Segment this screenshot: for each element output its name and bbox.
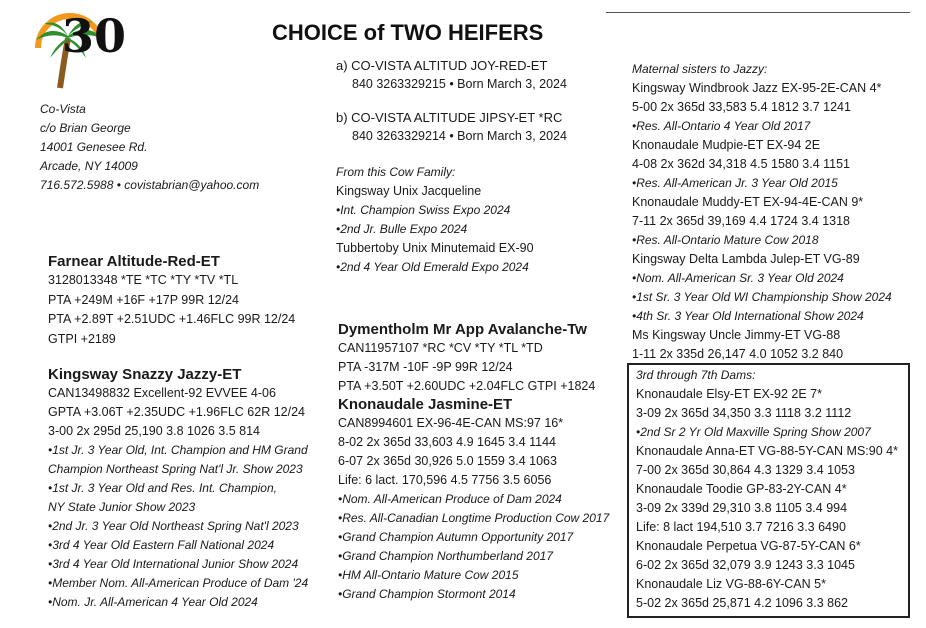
second-dam-line: 6-07 2x 365d 30,926 5.0 1559 3.4 1063 [338, 454, 557, 468]
dam-sire-line: CAN11957107 *RC *CV *TY *TL *TD [338, 341, 543, 355]
maternal-sister-line: 4-08 2x 362d 34,318 4.5 1580 3.4 1151 [632, 157, 851, 171]
dam-name: Kingsway Snazzy Jazzy-ET [48, 366, 242, 383]
dam-line: •Member Nom. All-American Produce of Dam '24 [48, 576, 309, 590]
dam-line: NY State Junior Show 2023 [48, 500, 196, 514]
second-dam-line: Life: 6 lact. 170,596 4.5 7756 3.5 6056 [338, 473, 552, 487]
dams-box-line: Knonaudale Perpetua VG-87-5Y-CAN 6* [636, 539, 861, 553]
maternal-sister-line: Kingsway Delta Lambda Julep-ET VG-89 [632, 252, 860, 266]
maternal-sister-line: •Nom. All-American Sr. 3 Year Old 2024 [632, 271, 844, 285]
second-dam-line: 8-02 2x 365d 33,603 4.9 1645 3.4 1144 [338, 435, 557, 449]
dam-line: GPTA +3.06T +2.35UDC +1.96FLC 62R 12/24 [48, 405, 305, 419]
dam-line: •1st Jr. 3 Year Old and Res. Int. Champion, [48, 481, 277, 495]
option-b-title: b) CO-VISTA ALTITUDE JIPSY-ET *RC [336, 110, 563, 125]
dam-line: •3rd 4 Year Old International Junior Show 2024 [48, 557, 299, 571]
second-dam-line: •HM All-Ontario Mature Cow 2015 [338, 568, 519, 582]
maternal-sister-line: Knonaudale Muddy-ET EX-94-4E-CAN 9* [632, 195, 864, 209]
cow-family-line: Tubbertoby Unix Minutemaid EX-90 [336, 241, 534, 255]
second-dam-line: •Grand Champion Autumn Opportunity 2017 [338, 530, 574, 544]
dam-line: •Nom. Jr. All-American 4 Year Old 2024 [48, 595, 258, 609]
dams-box-line: Knonaudale Toodie GP-83-2Y-CAN 4* [636, 482, 847, 496]
dam-line: •1st Jr. 3 Year Old, Int. Champion and HM Grand [48, 443, 308, 457]
consignor-street: 14001 Genesee Rd. [40, 140, 148, 154]
cow-family-line: •Int. Champion Swiss Expo 2024 [336, 203, 511, 217]
consignor-name: Co-Vista [40, 102, 86, 116]
dams-box-heading: 3rd through 7th Dams: [636, 368, 756, 382]
maternal-sister-line: •Res. All-American Jr. 3 Year Old 2015 [632, 176, 838, 190]
dam-line: •3rd 4 Year Old Eastern Fall National 2024 [48, 538, 275, 552]
second-dam-name: Knonaudale Jasmine-ET [338, 396, 513, 413]
lot-number: 30 [62, 9, 127, 63]
dam-sire-name: Dymentholm Mr App Avalanche-Tw [338, 321, 587, 338]
dams-box-line: 6-02 2x 365d 32,079 3.9 1243 3.3 1045 [636, 558, 855, 572]
dams-box-line: 7-00 2x 365d 30,864 4.3 1329 3.4 1053 [636, 463, 855, 477]
maternal-sister-line: 1-11 2x 335d 26,147 4.0 1052 3.2 840 [632, 347, 844, 361]
maternal-sister-line: •1st Sr. 3 Year Old WI Championship Show 2024 [632, 290, 892, 304]
second-dam-line: •Nom. All-American Produce of Dam 2024 [338, 492, 562, 506]
maternal-sister-line: Kingsway Windbrook Jazz EX-95-2E-CAN 4* [632, 81, 882, 95]
maternal-sister-line: •4th Sr. 3 Year Old International Show 2024 [632, 309, 864, 323]
option-a-detail: 840 3263329215 • Born March 3, 2024 [352, 77, 567, 91]
dams-box-line: Knonaudale Anna-ET VG-88-5Y-CAN MS:90 4* [636, 444, 898, 458]
dams-box-line: 3-09 2x 339d 29,310 3.8 1105 3.4 994 [636, 501, 848, 515]
dams-box-line: 5-02 2x 365d 25,871 4.2 1096 3.3 862 [636, 596, 848, 610]
maternal-sister-line: Ms Kingsway Uncle Jimmy-ET VG-88 [632, 328, 841, 342]
sire-line: PTA +249M +16F +17P 99R 12/24 [48, 292, 239, 307]
dam-sire-line: PTA -317M -10F -9P 99R 12/24 [338, 360, 513, 374]
option-b-detail: 840 3263329214 • Born March 3, 2024 [352, 129, 567, 143]
sire-name: Farnear Altitude-Red-ET [48, 253, 220, 270]
sire-line: GTPI +2189 [48, 331, 116, 346]
second-dam-line: •Res. All-Canadian Longtime Production Cow 2017 [338, 511, 610, 525]
dams-box-line: Knonaudale Elsy-ET EX-92 2E 7* [636, 387, 822, 401]
sire-line: PTA +2.89T +2.51UDC +1.46FLC 99R 12/24 [48, 312, 296, 326]
cow-family-line: •2nd 4 Year Old Emerald Expo 2024 [336, 260, 529, 274]
second-dam-line: •Grand Champion Northumberland 2017 [338, 549, 553, 563]
dam-sire-line: PTA +3.50T +2.60UDC +2.04FLC GTPI +1824 [338, 379, 596, 393]
divider [606, 12, 910, 13]
sire-line: 3128013348 *TE *TC *TY *TV *TL [48, 273, 239, 287]
dams-box-line: Life: 8 lact 194,510 3.7 7216 3.3 6490 [636, 520, 846, 534]
dams-box-line: •2nd Sr 2 Yr Old Maxville Spring Show 2007 [636, 425, 871, 439]
page-title: CHOICE of TWO HEIFERS [272, 20, 544, 45]
consignor-contact: 716.572.5988 • covistabrian@yahoo.com [40, 178, 260, 192]
maternal-sister-line: •Res. All-Ontario Mature Cow 2018 [632, 233, 819, 247]
maternal-sister-line: 7-11 2x 365d 39,169 4.4 1724 3.4 1318 [632, 214, 851, 228]
option-a-title: a) CO-VISTA ALTITUD JOY-RED-ET [336, 58, 548, 73]
second-dam-line: •Grand Champion Stormont 2014 [338, 587, 516, 601]
cow-family-line: •2nd Jr. Bulle Expo 2024 [336, 222, 468, 236]
second-dam-line: CAN8994601 EX-96-4E-CAN MS:97 16* [338, 416, 564, 430]
consignor-care-of: c/o Brian George [40, 121, 131, 135]
dam-line: •2nd Jr. 3 Year Old Northeast Spring Nat'l 2023 [48, 519, 299, 533]
maternal-sister-line: •Res. All-Ontario 4 Year Old 2017 [632, 119, 811, 133]
maternal-sister-line: Knonaudale Mudpie-ET EX-94 2E [632, 138, 821, 152]
cow-family-line: Kingsway Unix Jacqueline [336, 184, 482, 198]
dam-line: 3-00 2x 295d 25,190 3.8 1026 3.5 814 [48, 424, 260, 438]
dam-line: Champion Northeast Spring Nat'l Jr. Show 2023 [48, 462, 303, 476]
dam-line: CAN13498832 Excellent-92 EVVEE 4-06 [48, 386, 276, 400]
maternal-sisters-heading: Maternal sisters to Jazzy: [632, 62, 768, 76]
cow-family-heading: From this Cow Family: [336, 165, 456, 179]
maternal-sister-line: 5-00 2x 365d 33,583 5.4 1812 3.7 1241 [632, 100, 851, 114]
dams-box-line: Knonaudale Liz VG-88-6Y-CAN 5* [636, 577, 826, 591]
dams-box-line: 3-09 2x 365d 34,350 3.3 1118 3.2 1112 [636, 406, 852, 420]
consignor-city: Arcade, NY 14009 [40, 159, 138, 173]
